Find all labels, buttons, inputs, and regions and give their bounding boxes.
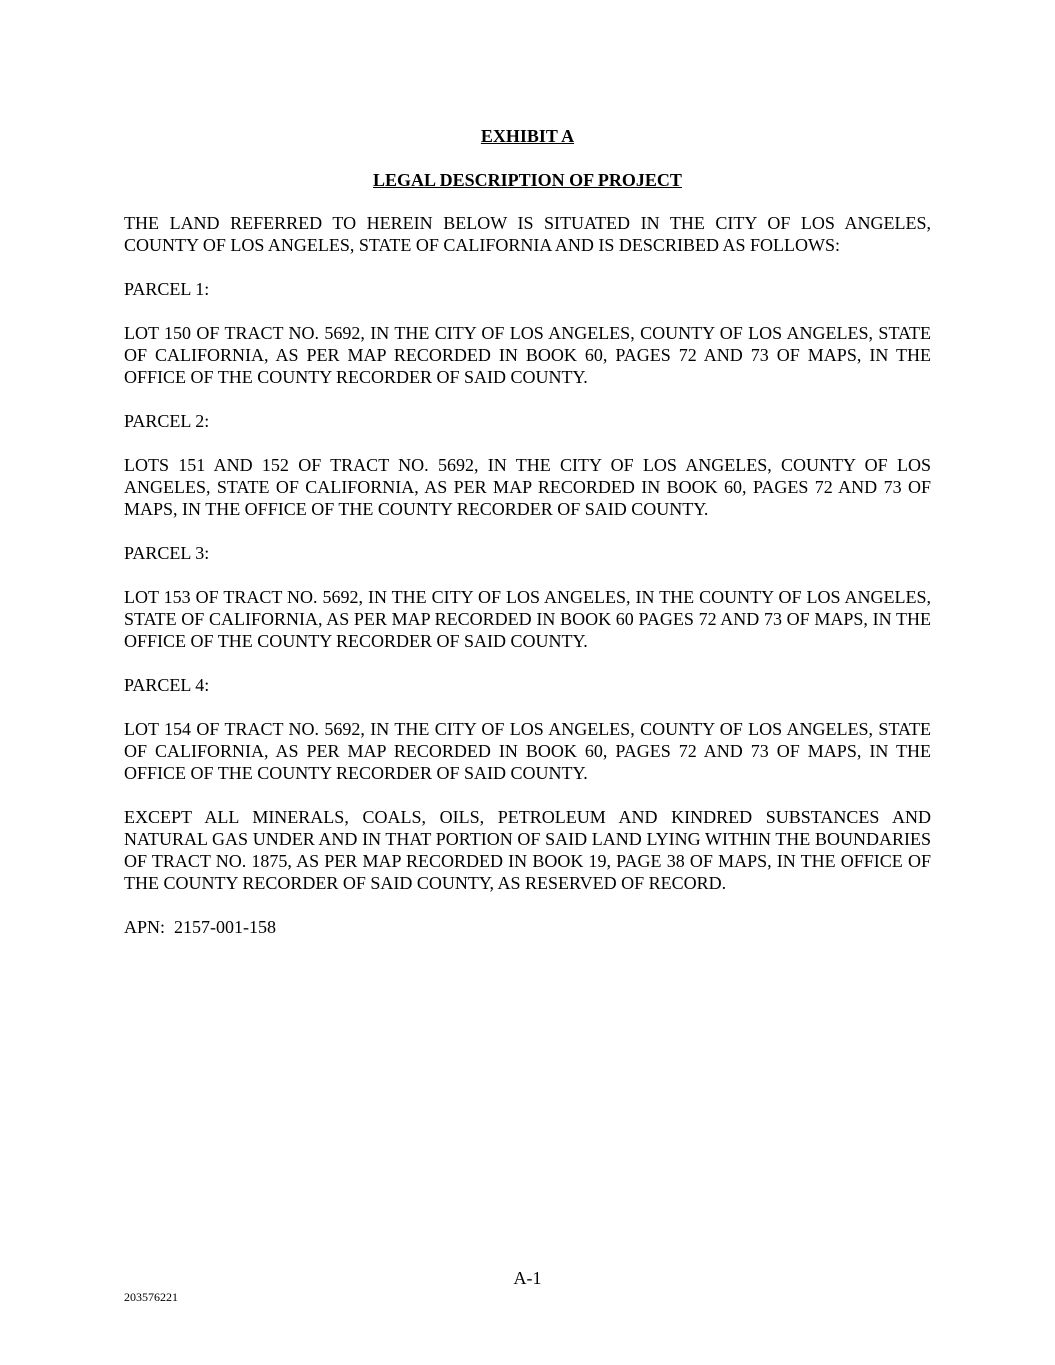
apn-number: APN: 2157-001-158	[124, 917, 276, 937]
parcel-1-label: PARCEL 1:	[124, 279, 210, 299]
parcel-3-description: LOT 153 OF TRACT NO. 5692, IN THE CITY OF LOS ANGELES, IN THE COUNTY OF LOS ANGELES, STATE OF CALIFORNIA, AS PER MAP RECORDED IN BOOK 60 PAGES 72 AND 73 OF MAPS, IN THE OFFICE OF THE COUNTY RECORDER OF SAID COUNTY.	[124, 587, 931, 651]
page-number: A-1	[513, 1268, 542, 1288]
parcel-3-label: PARCEL 3:	[124, 543, 210, 563]
parcel-2-label: PARCEL 2:	[124, 411, 210, 431]
parcel-4-description: LOT 154 OF TRACT NO. 5692, IN THE CITY OF LOS ANGELES, COUNTY OF LOS ANGELES, STATE OF CALIFORNIA, AS PER MAP RECORDED IN BOOK 60, PAGES 72 AND 73 OF MAPS, IN THE OFFICE OF THE COUNTY RECORDER OF SAID COUNTY.	[124, 719, 931, 783]
exhibit-title: EXHIBIT A	[480, 126, 575, 146]
document-body	[124, 212, 931, 938]
document-id: 203576221	[124, 1290, 178, 1304]
document-subtitle: LEGAL DESCRIPTION OF PROJECT	[373, 170, 682, 190]
parcel-1-description: LOT 150 OF TRACT NO. 5692, IN THE CITY OF LOS ANGELES, COUNTY OF LOS ANGELES, STATE OF CALIFORNIA, AS PER MAP RECORDED IN BOOK 60, PAGES 72 AND 73 OF MAPS, IN THE OFFICE OF THE COUNTY RECORDER OF SAID COUNTY.	[124, 323, 931, 387]
mineral-rights-exception: EXCEPT ALL MINERALS, COALS, OILS, PETROLEUM AND KINDRED SUBSTANCES AND NATURAL GAS UNDER AND IN THAT PORTION OF SAID LAND LYING WITHIN THE BOUNDARIES OF TRACT NO. 1875, AS PER MAP RECORDED IN BOOK 19, PAGE 38 OF MAPS, IN THE OFFICE OF THE COUNTY RECORDER OF SAID COUNTY, AS RESERVED OF RECORD.	[124, 807, 931, 893]
intro-paragraph: THE LAND REFERRED TO HEREIN BELOW IS SITUATED IN THE CITY OF LOS ANGELES, COUNTY OF LOS ANGELES, STATE OF CALIFORNIA AND IS DESCRIBED AS FOLLOWS:	[124, 213, 931, 255]
parcel-2-description: LOTS 151 AND 152 OF TRACT NO. 5692, IN THE CITY OF LOS ANGELES, COUNTY OF LOS ANGELES, STATE OF CALIFORNIA, AS PER MAP RECORDED IN BOOK 60, PAGES 72 AND 73 OF MAPS, IN THE OFFICE OF THE COUNTY RECORDER OF SAID COUNTY.	[124, 455, 931, 519]
parcel-4-label: PARCEL 4:	[124, 675, 210, 695]
